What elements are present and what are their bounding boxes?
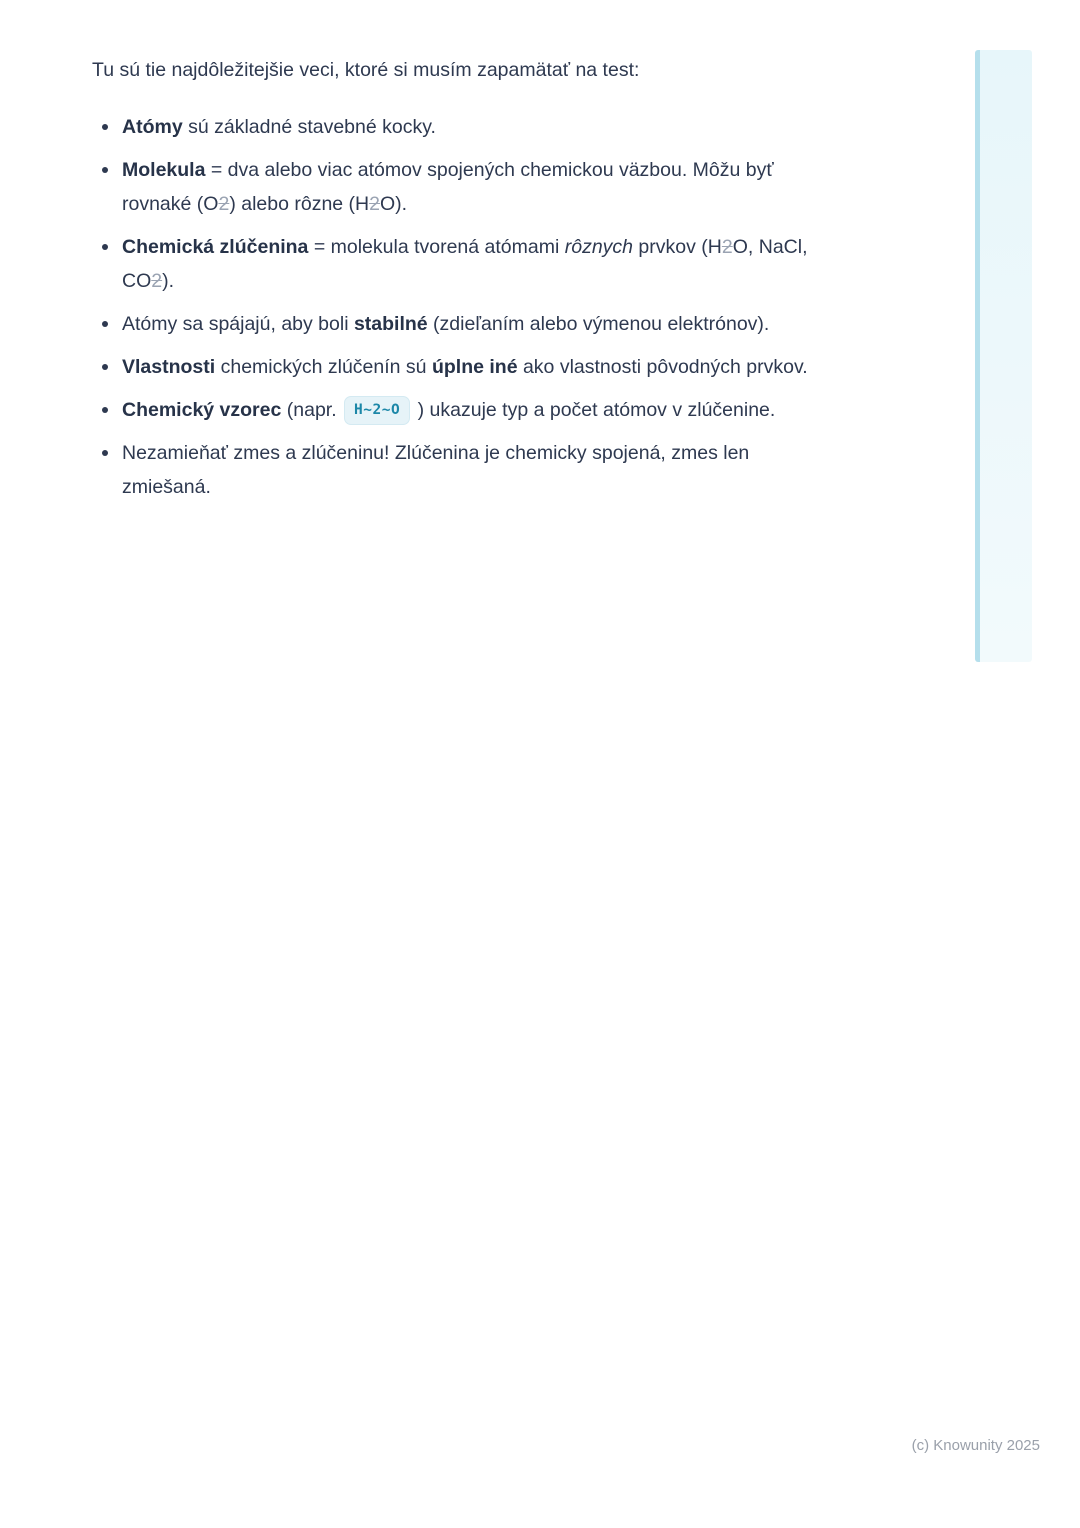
intro-line: Tu sú tie najdôležitejšie veci, ktoré si musím zapamätať na test: <box>92 59 640 81</box>
bullet-dot-icon <box>102 364 108 370</box>
bullet-dot-icon <box>102 244 108 250</box>
term-bold: Chemická zlúčenina <box>122 236 309 258</box>
text-run: sú základné stavebné kocky. <box>182 116 436 138</box>
term-bold: úplne iné <box>431 356 518 378</box>
text-run: (napr. <box>281 399 343 421</box>
term-bold: Chemický vzorec <box>122 399 282 421</box>
text-run: ) ukazuje typ a počet atómov v zlúčenine. <box>412 399 776 421</box>
text-run: ) alebo rôzne (H <box>229 193 370 215</box>
list-item <box>102 153 832 221</box>
list-item <box>102 393 832 427</box>
key-points-list <box>102 110 832 504</box>
text-run: (zdieľaním alebo výmenou elektrónov). <box>427 313 770 335</box>
code-chip: H~2~O <box>344 396 410 425</box>
text-run: Nezamieňať zmes a zlúčeninu! Zlúčenina je chemicky spojená, zmes len zmiešaná. <box>122 442 750 498</box>
list-item <box>102 436 832 504</box>
text-run: ). <box>162 270 175 292</box>
text-run: = molekula tvorená atómami <box>308 236 565 258</box>
text-run: Atómy sa spájajú, aby boli <box>122 313 354 335</box>
term-italic: rôznych <box>564 236 634 258</box>
text-run: ako vlastnosti pôvodných prvkov. <box>517 356 808 378</box>
copyright-footer: (c) Knowunity 2025 <box>911 1437 1040 1454</box>
list-item-text <box>122 307 769 341</box>
list-item-text <box>122 153 827 221</box>
subscript-strike: 2 <box>218 193 230 215</box>
term-bold: Atómy <box>122 116 183 138</box>
highlight-accent-bar <box>975 50 1032 662</box>
bullet-dot-icon <box>102 407 108 413</box>
list-item-text <box>122 230 827 298</box>
term-bold: Vlastnosti <box>122 356 216 378</box>
bullet-dot-icon <box>102 124 108 130</box>
bullet-dot-icon <box>102 321 108 327</box>
term-bold: stabilné <box>353 313 428 335</box>
list-item <box>102 307 832 341</box>
list-item-text <box>122 110 436 144</box>
text-run: O, NaCl, CO <box>122 236 808 292</box>
text-run: O). <box>380 193 408 215</box>
text-run: = dva alebo viac atómov spojených chemickou väzbou. Môžu byť rovnaké (O <box>122 159 774 215</box>
text-run: chemických zlúčenín sú <box>215 356 432 378</box>
list-item-text <box>122 350 808 384</box>
list-item-text <box>122 436 827 504</box>
term-bold: Molekula <box>122 159 206 181</box>
list-item <box>102 110 832 144</box>
list-item <box>102 350 832 384</box>
subscript-strike: 2 <box>721 236 733 258</box>
bullet-dot-icon <box>102 450 108 456</box>
subscript-strike: 2 <box>369 193 380 215</box>
bullet-dot-icon <box>102 167 108 173</box>
subscript-strike: 2 <box>151 270 163 292</box>
list-item <box>102 230 832 298</box>
note-content <box>92 56 832 513</box>
text-run: prvkov (H <box>633 236 722 258</box>
list-item-text <box>122 393 775 427</box>
